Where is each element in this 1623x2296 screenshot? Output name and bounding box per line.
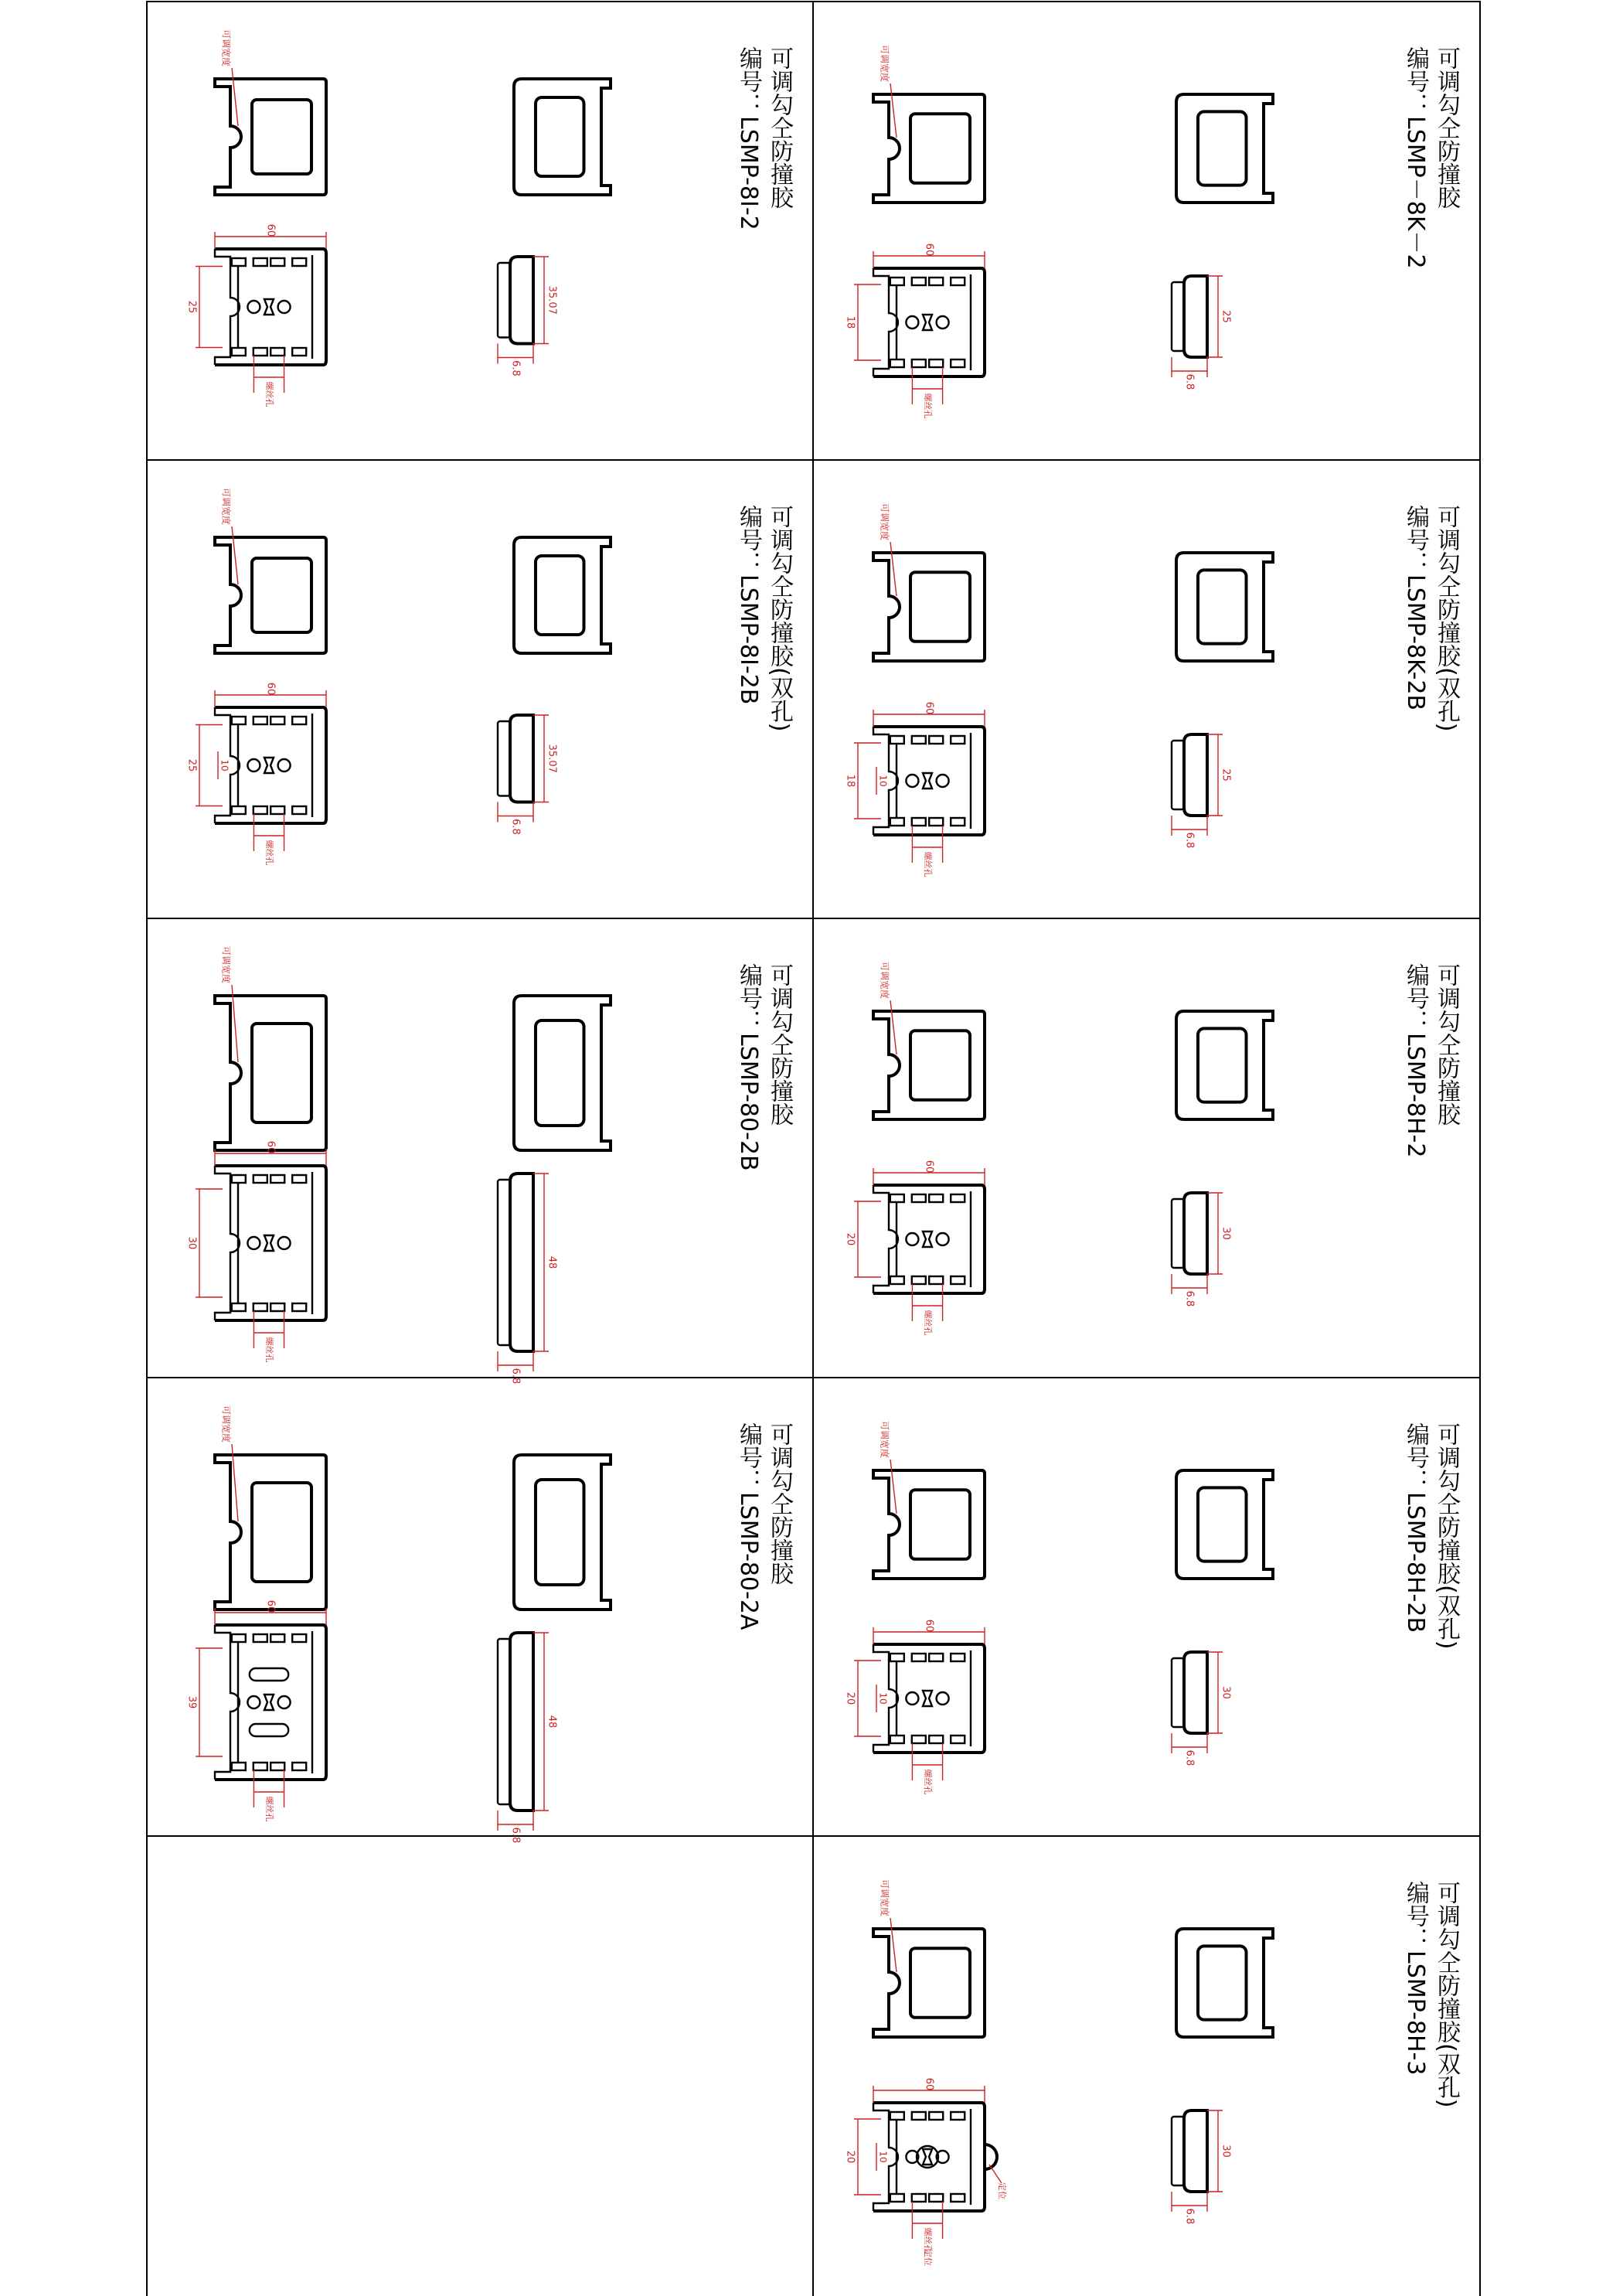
adjustable-width-label: 可调宽度 (220, 487, 232, 526)
dim-height-value: 18 (844, 774, 856, 788)
top-plate-view (873, 1470, 985, 1579)
part-title: 可调勾仝防撞胶 (1433, 46, 1460, 209)
rib-slot (912, 1736, 926, 1743)
rib-slot (292, 806, 306, 814)
side-face (498, 1639, 510, 1804)
side-face (1172, 282, 1184, 351)
side-view (498, 715, 533, 802)
part-drawing (813, 460, 1480, 918)
dimensions (845, 1421, 1232, 1795)
rib-slot (253, 258, 267, 266)
rib-slot (890, 278, 904, 285)
plate-outline (873, 1929, 985, 2037)
side-outline (510, 257, 533, 344)
rib-slot (253, 348, 267, 356)
part-code: 编号：LSMP-8H-2B (1402, 1422, 1429, 1633)
dim-width-value: 60 (923, 1619, 935, 1633)
rib-slot (951, 278, 965, 285)
side-face (1172, 2117, 1184, 2185)
plate-outline (215, 79, 326, 195)
part-title: 可调勾仝防撞胶(双孔) (1433, 1881, 1460, 2108)
screw-hole-label: 螺丝孔 (264, 1796, 274, 1822)
plate-outline (215, 537, 326, 653)
adjustable-width-label: 可调宽度 (220, 1405, 232, 1443)
drawing-cell-8k-2b (813, 460, 1480, 918)
leader (890, 1000, 897, 1054)
part-code: 编号：LSMP-8H-3 (1402, 1881, 1429, 2076)
part-drawing (147, 1378, 813, 1844)
detail-view (215, 707, 326, 823)
rib-slot (270, 1303, 284, 1311)
rib-slot (929, 1736, 943, 1743)
dim-thickness-value: 6.8 (1183, 2208, 1196, 2225)
top-plate-view (215, 1455, 326, 1610)
flat-window (1198, 1487, 1247, 1561)
rib-slot (929, 1654, 943, 1661)
rib-slot (912, 818, 926, 826)
rib-slot (253, 1763, 267, 1770)
side-outline (1184, 2110, 1207, 2192)
rib-slot (951, 1194, 965, 1202)
drawing-cell-8h-2b (813, 1378, 1480, 1836)
screw-hole (937, 1692, 949, 1705)
leader (232, 526, 238, 584)
dim-inner-value: 10 (877, 1692, 889, 1705)
part-code: 编号：LSMP-8K-2B (1402, 505, 1429, 711)
dim-side-value: 30 (1220, 1686, 1232, 1699)
top-plate-view (215, 79, 326, 195)
rib-slot (890, 2194, 904, 2202)
rib-slot (890, 1194, 904, 1202)
part-code: 编号：LSMP-8I-2B (735, 505, 762, 705)
dim-side-value: 25 (1220, 768, 1232, 782)
part-drawing (147, 460, 813, 918)
side-outline (1184, 1193, 1207, 1274)
dimensions (186, 29, 558, 407)
center-bridge (923, 2149, 932, 2165)
side-view (1172, 734, 1207, 816)
screw-hole (278, 759, 291, 772)
dim-width-value: 60 (923, 701, 935, 715)
rib-slot (929, 1194, 943, 1202)
part-title: 可调勾仝防撞胶(双孔) (1433, 1422, 1460, 1650)
rib-slot (912, 359, 926, 367)
rib-slot (929, 278, 943, 285)
side-face (1172, 1199, 1184, 1268)
dim-width-value: 60 (923, 1160, 935, 1174)
detail-view (215, 1625, 326, 1780)
dim-thickness-value: 6.8 (1183, 1290, 1196, 1307)
rib-slot (890, 818, 904, 826)
rib-slot (253, 1303, 267, 1311)
rib-slot (951, 736, 965, 744)
side-outline (510, 715, 533, 802)
dim-width-value: 60 (264, 1599, 277, 1613)
plate-window (910, 1490, 970, 1559)
rib-slot (912, 736, 926, 744)
rib-slot (912, 1276, 926, 1284)
adjustable-width-label: 可调宽度 (879, 502, 890, 541)
dim-width-value: 60 (264, 1140, 277, 1154)
part-code: 编号：LSMP-80-2B (735, 963, 762, 1171)
drawing-cell-80-2a (147, 1378, 813, 1844)
screw-hole (937, 775, 949, 787)
rib-slot (253, 1634, 267, 1642)
plate-window (252, 1024, 311, 1122)
side-face (1172, 741, 1184, 809)
dim-height-value: 20 (844, 1232, 856, 1246)
dim-inner-value: 10 (877, 775, 889, 787)
dim-side-value: 48 (546, 1255, 558, 1269)
flat-view (1176, 553, 1273, 661)
rib-slot (912, 2112, 926, 2120)
rib-slot (951, 359, 965, 367)
side-face (1172, 1658, 1184, 1727)
rib-slot (912, 1654, 926, 1661)
rib-slot (292, 258, 306, 266)
side-view (498, 1174, 533, 1351)
dim-side-value: 35.07 (546, 744, 558, 773)
screw-hole-label: 螺丝孔 (264, 381, 274, 407)
drawing-cell-8h-2 (813, 918, 1480, 1378)
top-plate-view (873, 1011, 985, 1119)
rib-slot (951, 2194, 965, 2202)
part-title: 可调勾仝防撞胶 (1433, 963, 1460, 1126)
center-bridge (264, 758, 274, 773)
flat-window (1198, 111, 1247, 185)
part-code: 编号：LSMP－8K－2 (1402, 46, 1429, 269)
screw-hole (937, 1233, 949, 1245)
detail-view (215, 249, 326, 365)
rib-slot (292, 348, 306, 356)
dim-inner-value: 10 (219, 759, 230, 772)
rib-slot (270, 806, 284, 814)
part-drawing (813, 1378, 1480, 1836)
side-face (498, 263, 510, 338)
screw-hole-label: 螺丝孔 (264, 1337, 274, 1363)
screw-hole (278, 1696, 291, 1708)
dim-inner-value: 10 (877, 2151, 889, 2163)
dimensions (845, 45, 1232, 419)
center-bridge (923, 1231, 932, 1247)
plate-outline (873, 1470, 985, 1579)
flat-view (514, 1455, 611, 1610)
screw-hole (906, 1233, 918, 1245)
dim-height-value: 25 (185, 300, 198, 314)
center-bridge (923, 315, 932, 330)
adjustable-width-label: 可调宽度 (879, 44, 890, 83)
screw-hole (247, 1696, 260, 1708)
screw-hole (906, 316, 918, 329)
rib-slot (232, 806, 246, 814)
leader (890, 1918, 897, 1972)
part-code: 编号：LSMP-8I-2 (735, 46, 762, 230)
dim-thickness-value: 6.8 (509, 1827, 522, 1844)
locating-tab (985, 2144, 997, 2169)
drawing-cell-8i-2 (147, 2, 813, 460)
dimensions (845, 503, 1232, 877)
rib-slot (890, 736, 904, 744)
flat-view (1176, 1011, 1273, 1119)
flat-view (1176, 94, 1273, 203)
rib-slot (912, 278, 926, 285)
detail-view (873, 1185, 985, 1293)
side-outline (1184, 1652, 1207, 1733)
rib-slot (890, 359, 904, 367)
adjustable-width-label: 可调宽度 (879, 961, 890, 1000)
rib-slot (929, 1276, 943, 1284)
adjustable-width-label: 可调宽度 (879, 1420, 890, 1459)
rib-slot (951, 2112, 965, 2120)
flat-window (536, 1020, 584, 1126)
rib-slot (232, 1303, 246, 1311)
dim-side-value: 30 (1220, 2144, 1232, 2158)
drawing-cell-8i-2b (147, 460, 813, 918)
rib-slot (253, 806, 267, 814)
center-bridge (923, 773, 932, 789)
screw-hole (906, 1692, 918, 1705)
locating-label-2: 定位 (997, 2182, 1007, 2199)
part-drawing (813, 1836, 1480, 2296)
rib-slot (929, 359, 943, 367)
plate-window (910, 114, 970, 183)
dim-height-value: 39 (185, 1695, 198, 1709)
dimensions (845, 1879, 1232, 2266)
center-bridge (264, 299, 274, 315)
part-title: 可调勾仝防撞胶(双孔) (766, 505, 793, 732)
rib-slot (253, 717, 267, 724)
rib-slot (890, 1736, 904, 1743)
side-face (498, 1180, 510, 1345)
dim-height-value: 20 (844, 1691, 856, 1705)
leader (890, 1460, 897, 1514)
plate-window (910, 572, 970, 642)
flat-window (536, 1480, 584, 1585)
dim-height-value: 20 (844, 2150, 856, 2164)
plate-window (910, 1948, 970, 2018)
dim-width-value: 60 (264, 223, 277, 237)
plate-window (252, 558, 311, 632)
rib-slot (929, 736, 943, 744)
detail-view (873, 727, 985, 835)
dim-width-value: 60 (923, 243, 935, 257)
rib-slot (232, 717, 246, 724)
rib-slot (232, 1763, 246, 1770)
rib-slot (292, 1303, 306, 1311)
screw-hole-label: 螺丝孔 (923, 1769, 933, 1795)
plate-window (910, 1030, 970, 1100)
rib-slot (232, 1175, 246, 1183)
adjustable-width-label: 可调宽度 (220, 945, 232, 984)
flat-window (536, 556, 584, 635)
part-title: 可调勾仝防撞胶 (766, 46, 793, 209)
plate-outline (873, 94, 985, 203)
plate-window (252, 100, 311, 174)
rib-slot (292, 717, 306, 724)
locating-label: 定位 (923, 2249, 933, 2266)
drawing-cell-8h-3 (813, 1836, 1480, 2296)
dim-thickness-value: 6.8 (509, 819, 522, 835)
leader (890, 83, 897, 138)
flat-view (514, 996, 611, 1150)
screw-hole-label: 螺丝孔 (923, 1310, 933, 1336)
part-title: 可调勾仝防撞胶(双孔) (1433, 505, 1460, 732)
rib-slot (270, 258, 284, 266)
rib-slot (929, 818, 943, 826)
plate-outline (215, 1455, 326, 1610)
rib-slot (951, 1654, 965, 1661)
side-view (1172, 1193, 1207, 1274)
dim-height-value: 30 (185, 1236, 198, 1250)
plate-window (252, 1483, 311, 1582)
dim-thickness-value: 6.8 (1183, 1749, 1196, 1766)
side-view (1172, 2110, 1207, 2192)
top-plate-view (873, 1929, 985, 2037)
center-bridge (264, 1235, 274, 1251)
rib-slot (929, 2194, 943, 2202)
flat-window (1198, 1946, 1247, 2019)
part-title: 可调勾仝防撞胶 (766, 963, 793, 1126)
dim-width-value: 60 (264, 682, 277, 696)
dimensions (186, 488, 558, 866)
detail-view (873, 2103, 997, 2211)
side-face (498, 721, 510, 796)
top-plate-view (873, 94, 985, 203)
rib-slot (951, 1736, 965, 1743)
rib-slot (292, 1175, 306, 1183)
drawing-cell-8k-2 (813, 2, 1480, 460)
dim-thickness-value: 6.8 (1183, 373, 1196, 390)
leader (989, 2165, 1002, 2183)
screw-hole-label: 螺丝孔 (923, 851, 933, 877)
dim-thickness-value: 6.8 (1183, 832, 1196, 849)
part-code: 编号：LSMP-8H-2 (1402, 963, 1429, 1158)
rib-slot (912, 1194, 926, 1202)
screw-hole-label: 螺丝孔 (923, 393, 933, 419)
flat-view (1176, 1470, 1273, 1579)
flat-view (514, 79, 611, 195)
side-outline (510, 1633, 533, 1811)
part-code: 编号：LSMP-80-2A (735, 1422, 762, 1630)
side-view (1172, 276, 1207, 357)
rib-slot (253, 1175, 267, 1183)
part-drawing (813, 2, 1480, 460)
top-plate-view (873, 553, 985, 661)
flat-window (1198, 1028, 1247, 1102)
dim-height-value: 25 (185, 758, 198, 772)
side-outline (1184, 276, 1207, 357)
rib-slot (232, 348, 246, 356)
rib-slot (929, 2112, 943, 2120)
dim-width-value: 60 (923, 2077, 935, 2091)
dim-height-value: 18 (844, 315, 856, 329)
side-outline (510, 1174, 533, 1351)
rib-slot (270, 1634, 284, 1642)
screw-hole-label: 螺丝孔 (264, 840, 274, 866)
top-plate-view (215, 996, 326, 1150)
drawing-cell-80-2b (147, 918, 813, 1385)
rib-slot (292, 1763, 306, 1770)
rib-slot (890, 2112, 904, 2120)
flat-window (1198, 570, 1247, 643)
rib-slot (951, 818, 965, 826)
plate-outline (215, 996, 326, 1150)
part-drawing (147, 2, 813, 460)
slot-hole (250, 1724, 288, 1736)
screw-hole (278, 301, 291, 313)
screw-hole (906, 775, 918, 787)
rib-slot (912, 2194, 926, 2202)
detail-view (873, 1644, 985, 1753)
rib-slot (270, 348, 284, 356)
slot-hole (250, 1668, 288, 1681)
screw-hole (278, 1237, 291, 1249)
dim-thickness-value: 6.8 (509, 1368, 522, 1385)
dim-side-value: 30 (1220, 1227, 1232, 1240)
dim-thickness-value: 6.8 (509, 360, 522, 376)
plate-outline (873, 1011, 985, 1119)
leader (232, 68, 238, 126)
adjustable-width-label: 可调宽度 (220, 29, 232, 67)
flat-window (536, 97, 584, 176)
rib-slot (270, 1763, 284, 1770)
rib-slot (951, 1276, 965, 1284)
plate-outline (873, 553, 985, 661)
screw-hole (247, 1237, 260, 1249)
side-view (498, 257, 533, 344)
rib-slot (292, 1634, 306, 1642)
screw-hole (247, 759, 260, 772)
screw-hole (247, 301, 260, 313)
rib-slot (270, 1175, 284, 1183)
rib-slot (270, 717, 284, 724)
side-view (1172, 1652, 1207, 1733)
part-drawing (813, 918, 1480, 1378)
dim-side-value: 35.07 (546, 285, 558, 315)
rib-slot (890, 1654, 904, 1661)
side-view (498, 1633, 533, 1811)
center-bridge (923, 1691, 932, 1706)
part-title: 可调勾仝防撞胶 (766, 1422, 793, 1585)
dimensions (845, 962, 1232, 1336)
detail-view (873, 268, 985, 376)
top-plate-view (215, 537, 326, 653)
side-outline (1184, 734, 1207, 816)
rib-slot (232, 1634, 246, 1642)
screw-hole-label: 螺丝孔 (923, 2227, 933, 2253)
rib-slot (232, 258, 246, 266)
flat-view (514, 537, 611, 653)
adjustable-width-label: 可调宽度 (879, 1879, 890, 1917)
detail-view (215, 1166, 326, 1320)
screw-hole (937, 316, 949, 329)
leader (890, 542, 897, 596)
center-bridge (264, 1695, 274, 1710)
dim-side-value: 48 (546, 1715, 558, 1729)
dim-side-value: 25 (1220, 310, 1232, 323)
part-drawing (147, 918, 813, 1385)
flat-view (1176, 1929, 1273, 2037)
rib-slot (890, 1276, 904, 1284)
